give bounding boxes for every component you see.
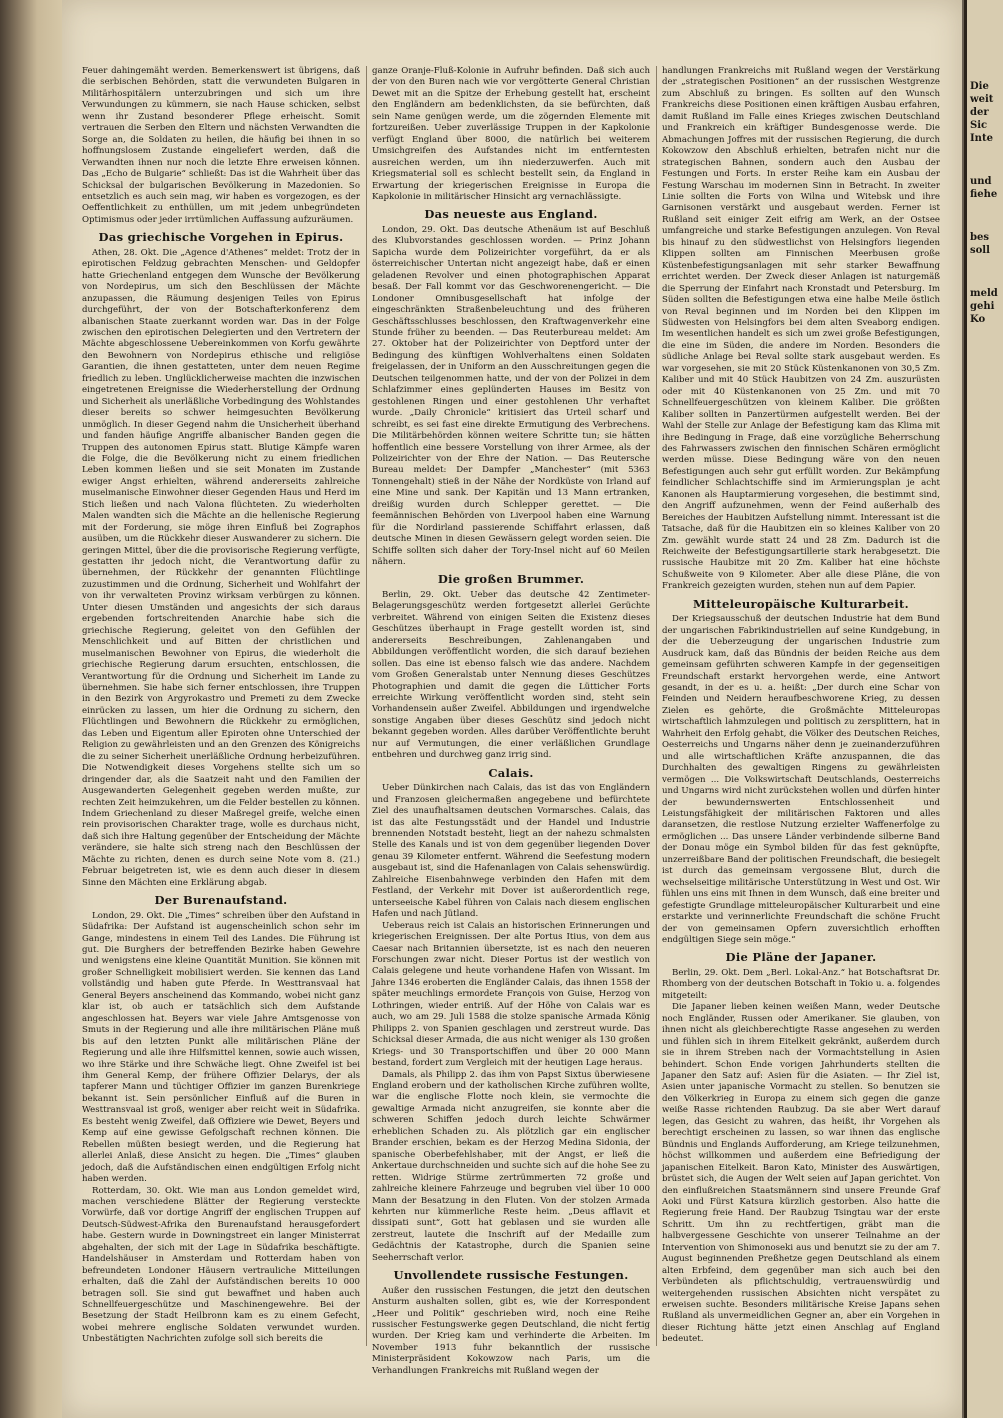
article-heading: Calais. <box>488 765 534 780</box>
column-2 <box>372 66 650 1376</box>
edge-text: fiehe <box>970 189 998 200</box>
edge-text: meld <box>970 288 998 299</box>
article-paragraph: Ueber Dünkirchen nach Calais, das ist das von Engländern und Franzosen gleichermaßen angegebene und befürchtete Ziel des unaufhaltsamen deutschen Vormarsches. Calais, das ist das alte Festungsstädt und der Handel und Industrie brennenden Notstadt besteht, liegt an der nahezu schmalsten Stelle des Kanals und ist von dem gegenüber liegenden Dover genau 39 Kilometer entfernt. Während die Seefestung modern ausgebaut ist, sind die Hafenanlagen von Calais sehenswürdig. Zahlreiche Eisenbahnwege verbinden den Hafen mit dem Festland, der Verkehr mit Dover ist außerordentlich rege, unterseeische Kabel führen von Calais nach diesem englischen Hafen und nach Jütland. <box>372 783 650 920</box>
article-heading: Die Pläne der Japaner. <box>725 950 877 965</box>
edge-text: Ko <box>970 314 986 325</box>
article-paragraph: Außer den russischen Festungen, die jetzt den deutschen Ansturm aushalten sollen, gibt es, wie der Korrespondent „Heer und Politik“ geschrieben wird, noch eine Reihe russischer Festungswerke gegen Deutschland, die nicht fertig wurden. Der Krieg kam und verhinderte die Arbeiten. Im November 1913 fuhr bekanntlich der russische Ministerpräsident Kokowzow nach Paris, um die Verhandlungen Frankreichs mit Rußland wegen der <box>372 1285 650 1376</box>
edge-text: der <box>970 107 989 118</box>
column-rule <box>366 66 367 1346</box>
column-3 <box>662 66 940 1346</box>
column-rule <box>656 66 657 1346</box>
article-paragraph: Rotterdam, 30. Okt. Wie man aus London gemeldet wird, machen verschiedene Blätter der Regierung versteckte Vorwürfe, daß vor dortige Angriff der englischen Truppen auf Deutsch-Südwest-Afrika den Burenaufstand herausgefordert habe. Gestern wurde in Downingstreet ein langer Ministerrat abgehalten, der sich mit der Lage in Südafrika beschäftigte. Handelshäuser in Amsterdam und Rotterdam haben von befreundeten Londoner Häusern vertrauliche Mitteilungen erhalten, daß die Zahl der Aufständischen bereits 10 000 betragen soll. Sie sind gut bewaffnet und haben auch Schnellfeuergeschütze und Maschinengewehre. Bei der Besetzung der Stadt Heilbronn kam es zu einem Gefecht, wobei mehrere englische Soldaten verwundet wurden. Unbestätigten Nachrichten zufolge soll sich bereits die <box>82 1185 360 1345</box>
article-paragraph: Die Japaner lieben keinen weißen Mann, weder Deutsche noch Engländer, Russen oder Amerikaner. Sie glauben, von ihnen nicht als gleichberechtigte Rasse angesehen zu werden und fühlen sich in ihrem Eitelkeit gekränkt, außerdem durch sie in ihrem Streben nach der Vormachtstellung in Asien behindert. Schon Ende vorigen Jahrhunderts stellten die Japaner den Satz auf: Asien für die Asiaten. — Ihr Ziel ist, Asien unter japanische Vormacht zu stellen. So benutzen sie den Völkerkrieg in Europa zu einem sich gegen die ganze weiße Rasse richtenden Raubzug. Da sie aber Wert darauf legen, das Gesicht zu wahren, das heißt, ihr Vorgehen als berechtigt erscheinen zu lassen, so war ihnen das englische Bündnis und Englands Aufforderung, am Kriege teilzunehmen, höchst willkommen und außerdem eine Befriedigung der japanischen Eitelkeit. Baron Kato, Minister des Auswärtigen, brüstet sich, die Augen der Welt seien auf Japan gerichtet. Von den einflußreichen Staatsmännern sind unsere Freunde Graf Aoki und Fürst Katsura kürzlich gestorben. Also hatte die Regierung freie Hand. Der Raubzug Tsingtau war der erste Schritt. Um ihn zu rechtfertigen, gräbt man die halbvergessene Geschichte von unserer Teilnahme an der Intervention von Shimonoseki aus und benutzt sie zu der am 7. August beginnenden Preßhetze gegen Deutschland als einem alten Erbfeind, dem gegenüber man sich auch bei den Verbündeten als pflichtschuldig, vertrauenswürdig und weitergehenden russischen Absichten nicht verspätet zu erweisen suchte. Besonders militärische Kreise Japans sehen Rußland als unvermeidlichen Gegner an, aber ein Vorgehen in dieser Richtung hätte jetzt einen Anschlag auf England bedeutet. <box>662 1002 940 1345</box>
article-heading: Mitteleuropäische Kulturarbeit. <box>693 596 909 611</box>
article-heading: Das neueste aus England. <box>424 207 598 222</box>
edge-text: Inte <box>970 133 993 144</box>
edge-text: Sic <box>970 120 988 131</box>
article-heading: Die großen Brummer. <box>437 572 585 587</box>
edge-text: und <box>970 176 992 187</box>
edge-text: weit <box>970 94 994 105</box>
edge-text: bes <box>970 232 989 243</box>
article-paragraph: Berlin, 29. Okt. Ueber das deutsche 42 Zentimeter-Belagerungsgeschütz werden fortgesetzt allerlei Gerüchte verbreitet. Während von einigen Seiten die Existenz dieses Geschützes überhaupt in Frage gestellt worden ist, sind andererseits Beschreibungen, Zahlenangaben und Abbildungen veröffentlicht worden, die sich darauf beziehen sollen. Das eine ist ebenso falsch wie das andere. Nachdem vom Großen Generalstab unter Nennung dieses Geschützes Photographien und damit die gegen die Lütticher Forts erreichte Wirkung veröffentlicht worden sind, steht sein Vorhandensein außer Zweifel. Abbildungen und irgendwelche sonstige Angaben über dieses Geschütz sind jedoch nicht bekannt gegeben worden. Alles darüber Veröffentlichte beruht nur auf Vermutungen, die einer verläßlichen Grundlage entbehren und durchweg ganz irrig sind. <box>372 589 650 761</box>
article-heading: Das griechische Vorgehen in Epirus. <box>98 230 344 245</box>
edge-text: Die <box>970 81 989 92</box>
article-paragraph: Der Kriegsausschuß der deutschen Industrie hat dem Bund der ungarischen Fabrikindustriellen auf seine Kundgebung, in der die Ueberzeugung der ungarischen Industrie zum Ausdruck kam, daß das Bündnis der beiden Reiche aus dem gemeinsam geführten schweren Kampfe in der gegenseitigen Freundschaft erstarkt hervorgehen werde, eine Antwort gesandt, in der es u. a. heißt: „Der durch eine Schar von Feinden und Neidern heraufbeschworene Krieg, zu dessen Zielen es gehörte, die Großmächte Mitteleuropas wirtschaftlich lahmzulegen und politisch zu zersplittern, hat in Wahrheit den Erfolg gehabt, die Völker des Deutschen Reiches, Oesterreichs und Ungarns näher denn je zueinanderzuführen und alle wirtschaftlichen Kräfte anzuspannen, die das Durchhalten des gewaltigen Ringens zu gewährleisten vermögen ... Die Volkswirtschaft Deutschlands, Oesterreichs und Ungarns wird nicht zurückstehen wollen und dürfen hinter der bewundernswerten Entschlossenheit und Leistungsfähigkeit der militärischen Faktoren und alles daransetzen, die restlose Nutzung erzielter Waffenerfolge zu ermöglichen ... Das unsere Länder verbindende silberne Band der Donau möge ein Symbol bilden für das fest geknüpfte, unzerreißbare Band der politischen Freundschaft, die besiegelt ist durch das gemeinsam vergossene Blut, durch die wechselseitige militärische Unterstützung in West und Ost. Wir fühlen uns eins mit Ihnen in dem Wunsch, daß eine breiter und gefestigte Grundlage mitteleuropäischer Kulturarbeit und eine erstarkte und verinnerlichte Freundschaft die schöne Frucht der von gemeinsamen Opfern zuversichtlich erhofften endgültigen Siege sein möge.“ <box>662 614 940 945</box>
article-paragraph: Damals, als Philipp 2. das ihm von Papst Sixtus überwiesene England erobern und der katholischen Kirche zuführen wollte, war die englische Flotte noch klein, sie vermochte die gewaltige Armada nicht anzugreifen, sie konnte aber die schweren Schiffen jedoch durch leichte Schwärmer erheblichen Schaden zu. Als plötzlich gar ein englischer Brander erschien, bekam es der Herzog Medina Sidonia, der spanische Oberbefehlshaber, mit der Angst, er ließ die Ankertaue durchschneiden und suchte sich auf die hohe See zu retten. Widrige Stürme zertrümmerten 72 große und zahlreiche kleinere Fahrzeuge und begruben viel über 10 000 Mann der Besatzung in den Fluten. Von der stolzen Armada kehrten nur kümmerliche Reste heim. „Deus afflavit et dissipati sunt“, Gott hat geblasen und sie wurden alle zerstreut, lautete die Inschrift auf der Medaille zum Gedächtnis der Katastrophe, durch die Spanien seine Seeherrschaft verlor. <box>372 1069 650 1263</box>
article-heading: Unvollendete russische Festungen. <box>393 1268 629 1283</box>
article-paragraph: Feuer dahingemäht werden. Bemerkenswert ist übrigens, daß die serbischen Behörden, statt die verwundeten Bulgaren in Militärhospitälern unterzubringen und sich um ihre Verwundungen zu kümmern, sie nach Hause schicken, selbst wenn ihr Zustand besonderer Pflege erheischt. Somit vertrauen die Serben den Eltern und nächsten Verwandten die Sorge an, die Soldaten zu heilen, die häufig bei ihnen in so hoffnungslosem Zustande eingeliefert werden, daß die Verwandten ihnen nur noch die letzte Ehre erweisen können. Das „Echo de Bulgarie“ schließt: Das ist die Wahrheit über das Schicksal der bulgarischen Bevölkerung in Mazedonien. So entsetzlich es auch sein mag, wir haben es vorgezogen, es der Oeffentlichkeit zu enthüllen, um mit jedem unbegründeten Optimismus oder jeder irrtümlichen Auffassung aufzuräumen. <box>82 66 360 225</box>
article-paragraph: London, 29. Okt. Die „Times“ schreiben über den Aufstand in Südafrika: Der Aufstand ist augenscheinlich schon sehr im Gange, mindestens in einem Teil des Landes. Die Führung ist gut. Die Burghers der betreffenden Bezirke haben Gewehre und wenigstens eine kleine Quantität Munition. Sie können mit großer Schnelligkeit mobilisiert werden. Sie kennen das Land vollständig und haben gute Pferde. In Westtransvaal hat General Beyers anscheinend das Kommando, wobei nicht ganz klar ist, ob auch er tatsächlich sich dem Aufstande angeschlossen hat. Beyers war viele Jahre Amtsgenosse von Smuts in der Regierung und alle ihre militärischen Pläne muß bis auf den letzten Punkt alle militärischen Pläne der Regierung und alle ihre Hilfsmittel kennen, sowie auch wissen, wo ihre Stärke und ihre Schwäche liegt. Ohne Zweifel ist bei ihm General Kemp, der frühere Offizier Delarys, der als tapferer Mann und tüchtiger Offizier im ganzen Burenkriege bekannt ist. Sein persönlicher Einfluß auf die Buren in Westtransvaal ist groß, weniger aber reicht weit in Südafrika. Es besteht wenig Zweifel, daß Offiziere wie Dewet, Beyers und Kemp auf eine gewisse Gefolgschaft rechnen können. Die Rebellen müßten besiegt werden, und die Regierung hat allerlei Anlaß, diese Ansicht zu hegen. Die „Times“ glauben jedoch, daß die Aufständischen einen endgültigen Erfolg nicht haben werden. <box>82 910 360 1185</box>
edge-text: soll <box>970 245 990 256</box>
article-paragraph: ganze Oranje-Fluß-Kolonie in Aufruhr befinden. Daß sich auch der von den Buren nach wie vor vergötterte General Christian Dewet mit an die Spitze der Erhebung gestellt hat, erscheint den Engländern am bedenklichsten, da sie befürchten, daß sein Name genügen werde, um die zögernden Elemente mit fortzureißen. Ueber zuverlässige Truppen in der Kapkolonie verfügt England über 8000, die natürlich bei weiterem Umsichgreifen des Aufstandes nicht im entferntesten ausreichen werden, um ihn niederzuwerfen. Auch mit Kriegsmaterial soll es schlecht bestellt sein, da England in Erwartung der kriegerischen Ereignisse in Europa die Kapkolonie in militärischer Hinsicht arg vernachlässigte. <box>372 66 650 202</box>
article-paragraph: Athen, 28. Okt. Die „Agence d'Athenes“ meldet: Trotz der in epirotischen Feldzug gebrachten Menschen- und Geldopfer hatte Griechenland entgegen dem Wunsche der Bevölkerung von Nordepirus, um sich den Beschlüssen der Mächte anzupassen, die Räumung desjenigen Teiles von Epirus durchgeführt, der von der Botschafterkonferenz dem albanischen Staate zuerkannt worden war. Das in der Folge zwischen den epirotischen Delegierten und den Vertretern der Mächte abgeschlossene Uebereinkommen von Korfu gewährte den Bewohnern von Nordepirus ethische und religiöse Garantien, die ihnen gestatteten, unter dem neuen Regime friedlich zu leben. Unglücklicherweise machten die inzwischen eingetretenen Ereignisse die Wiederherstellung der Ordnung und Sicherheit als unerläßliche Vorbedingung des Wohlstandes dieser bereits so schwer heimgesuchten Bevölkerung unmöglich. In dieser Gegend nahm die Unsicherheit überhand und fanden häufige Angriffe albanischer Banden gegen die Truppen des autonomen Epirus statt. Blutige Kämpfe waren die Folge, die die Bevölkerung nicht zu einem friedlichen Leben kommen ließen und sie seit Monaten im Zustande ewiger Angst erhielten, während andererseits zahlreiche muselmanische Einwohner dieser Gegenden Haus und Herd im Stich ließen und nach Valona flüchteten. Zu wiederholten Malen wandten sich die Mächte an die hellenische Regierung mit der Forderung, sie möge ihren Einfluß bei Zographos ausüben, um die Rückkehr dieser Auswanderer zu sichern. Die geringen Mittel, über die die provisorische Regierung verfügte, gestatten ihr jedoch nicht, die Verantwortung dafür zu übernehmen, der Rückkehr der genannten Flüchtlinge zuzustimmen und die Ordnung, Sicherheit und Wohlfahrt der von ihr verwalteten Provinz wirksam verbürgen zu können. Unter diesen Umständen und angesichts der sich daraus ergebenden fortschreitenden Anarchie habe sich die griechische Regierung, geleitet von den Gefühlen der Menschlichkeit und auf Bitten der christlichen und muselmanischen Bewohner von Epirus, die wiederholt die griechische Regierung darum ersuchten, entschlossen, die Verantwortung für die Ordnung und Sicherheit im Lande zu übernehmen. Sie habe sich ferner entschlossen, ihre Truppen in den Bezirk von Argyrokastro und Premeti zu dem Zwecke einrücken zu lassen, um hier die Ordnung zu sichern, den Flüchtlingen und Bewohnern die Rückkehr zu ermöglichen, das Leben und Eigentum aller Epiroten ohne Unterschied der Religion zu gewährleisten und an den Grenzen des Königreichs die zu seiner Sicherheit unerläßliche Ordnung herbeizuführen. Die Notwendigkeit dieses Vorgehens stellte sich um so dringender dar, als die Saatzeit naht und den Familien der Ausgewanderten Gelegenheit gegeben werden mußte, zur rechten Zeit heimzukehren, um die Felder bestellen zu können. Indem Griechenland zu dieser Maßregel greife, welche einen rein provisorischen Charakter trage, wolle es durchaus nicht, daß sich ihre Haltung gegenüber der Entscheidung der Mächte verändere, sie halte sich streng nach den Beschlüssen der Mächte zu richten, denen es durch seine Note vom 8. (21.) Februar beigetreten ist, wie es denn auch dieser in diesem Sinne den Mächten eine Erklärung abgab. <box>82 247 360 888</box>
article-paragraph: handlungen Frankreichs mit Rußland wegen der Verstärkung der „strategischen Positionen“ an der russischen Westgrenze zum Abschluß zu bringen. Es sollten auf den Wunsch Frankreichs diese Positionen einen kräftigen Ausbau erfahren, damit Rußland im Falle eines Krieges zwischen Deutschland und Frankreich ein kräftiger Bundesgenosse werde. Die Abmachungen Joffres mit der russischen Regierung, die durch Kokowzow den Abschluß erhielten, betrafen nicht nur die strategischen Bahnen, sondern auch den Ausbau der Festungen und Forts. In erster Reihe kam ein Ausbau der Festung Warschau im modernen Sinn in Betracht. In zweiter Linie sollten die Forts von Wilna und Witebsk und ihre Garnisonen verstärkt und ausgebaut werden. Ferner ist Rußland seit einiger Zeit eifrig am Werk, an der Ostsee umfangreiche und starke Befestigungen anzulegen. Von Reval bis hinauf zu den südwestlichst von Helsingfors liegenden Klippen sollten am Finnischen Meerbusen große Küstenbefestigungsanlagen mit sehr starker Bewaffnung errichtet werden. Der Zweck dieser Anlagen ist naturgemäß die Sperrung der Einfahrt nach Kronstadt und Petersburg. Im Süden sollten die Befestigungen etwa eine halbe Meile östlich von Reval beginnen und im Norden bei den Klippen im Südwesten von Helsingfors bei dem alten Sveaborg endigen. Im wesentlichen handelt es sich um zwei große Befestigungen, die eine im Süden, die andere im Norden. Besonders die südliche Anlage bei Reval sollte stark ausgebaut werden. Es war vorgesehen, sie mit 20 Stück Küstenkanonen von 30,5 Zm. Kaliber und mit 40 Stück Haubitzen von 24 Zm. auszurüsten oder mit 40 Küstenkanonen von 25 Zm. und mit 70 Schnellfeuergeschützen von kleinem Kaliber. Die größten Kaliber sollten in Panzertürmen aufgestellt werden. Bei der Wahl der Stelle zur Anlage der Befestigung kam das Klima mit ihre Bedingung in Frage, daß eine vorzügliche Beherrschung des Fahrwassers zwischen den finnischen Schären ermöglicht werden müsse. Diese Bedingung wäre von den neuen Befestigungen auch sehr gut erfüllt worden. Zur Bekämpfung feindlicher Schlachtschiffe sind im Armierungsplan je acht Kanonen als Hauptarmierung vorgesehen, die bestimmt sind, den Angriff aufzunehmen, wenn der Feind außerhalb des Bereiches der Haubitzen Aufstellung nimmt. Interessant ist die Tatsache, daß für die Haubitzen ein so kleines Kaliber von 20 Zm. gewählt wurde statt 24 und 28 Zm. Dadurch ist die Reichweite der Befestigungsartillerie stark herabgesetzt. Die russische Haubitze mit 20 Zm. Kaliber hat eine höchste Schußweite von 9 Kilometer. Aber alle diese Pläne, die von Frankreich gezeigten wurden, stehen nun auf dem Papier. <box>662 66 940 592</box>
adjacent-page-edge <box>964 0 1003 1418</box>
article-paragraph: Ueberaus reich ist Calais an historischen Erinnerungen und kriegerischen Ereignissen. Der alte Portus Itius, von dem aus Caesar nach Britannien übersetzte, ist es nach den neueren Forschungen zwar nicht. Dieser Portus ist der westlich von Calais gelegene und heute vorhandene Hafen von Wissant. Im Jahre 1346 eroberten die Engländer Calais, das ihnen 1558 der später meuchlings ermordete François von Guise, Herzog von Lothringen, wieder entriß. Auf der Höhe von Calais war es auch, wo am 29. Juli 1588 die stolze spanische Armada König Philipps 2. von Spanien geschlagen und zerstreut wurde. Das Schicksal dieser Armada, die aus nicht weniger als 130 großen Kriegs- und 30 Transportschiffen und über 20 000 Mann bestand, fordert zum Vergleich mit der heutigen Lage heraus. <box>372 920 650 1069</box>
article-heading: Der Burenaufstand. <box>154 893 288 908</box>
article-paragraph: Berlin, 29. Okt. Dem „Berl. Lokal-Anz.“ hat Botschaftsrat Dr. Rhomberg von der deutschen Botschaft in Tokio u. a. folgendes mitgeteilt: <box>662 967 940 1001</box>
article-paragraph: London, 29. Okt. Das deutsche Athenäum ist auf Beschluß des Klubvorstandes geschlossen worden. — Prinz Johann Sapicha wurde dem Polizeirichter vorgeführt, da er als österreichischer Untertan nicht angezeigt habe, daß er einen geladenen Revolver und einen photographischen Apparat besaß. Der Fall kommt vor das Geschworenengericht. — Die Londoner Omnibusgesellschaft hat infolge der eingeschränkten Straßenbeleuchtung und des früheren Geschäftsschlusses beschlossen, den Kraftwagenverkehr eine Stunde früher zu beenden. — Das Reuterbureau meldet: Am 27. Oktober hat der Polizeirichter von Deptford unter der Bedingung des künftigen Wohlverhaltens einen Soldaten freigelassen, der in Uniform an den Ausschreitungen gegen die Deutschen teilgenommen hatte, und der von der Polizei in dem Schlafzimmer eines geplünderten Hauses im Besitz von gestohlenen Ringen und einer gestohlenen Uhr verhaftet wurde. „Daily Chronicle“ kritisiert das Urteil scharf und schreibt, es sei fast eine direkte Ermutigung des Verbrechens. Die Militärbehörden können weitere Schritte tun; sie hätten hoffentlich eine bessere Vorstellung von ihrer Armee, als der Polizeirichter von der Ehre der Nation. — Das Reutersche Bureau meldet: Der Dampfer „Manchester“ (mit 5363 Tonnengehalt) stieß in der Nähe der Nordküste von Irland auf eine Mine und sank. Der Kapitän und 13 Mann ertranken, dreißig wurden durch Schlepper gerettet. — Die feemännischen Behörden von Liverpool haben eine Warnung für die Nordirland passierende Schiffahrt erlassen, daß deutsche Minen in diesen Gewässern gelegt worden seien. Die Schiffe sollten sich daher der Tory-Insel nicht auf 60 Meilen nähern. <box>372 224 650 568</box>
column-1 <box>82 66 360 1346</box>
book-binding <box>0 0 62 1418</box>
edge-text: gehi <box>970 301 995 312</box>
